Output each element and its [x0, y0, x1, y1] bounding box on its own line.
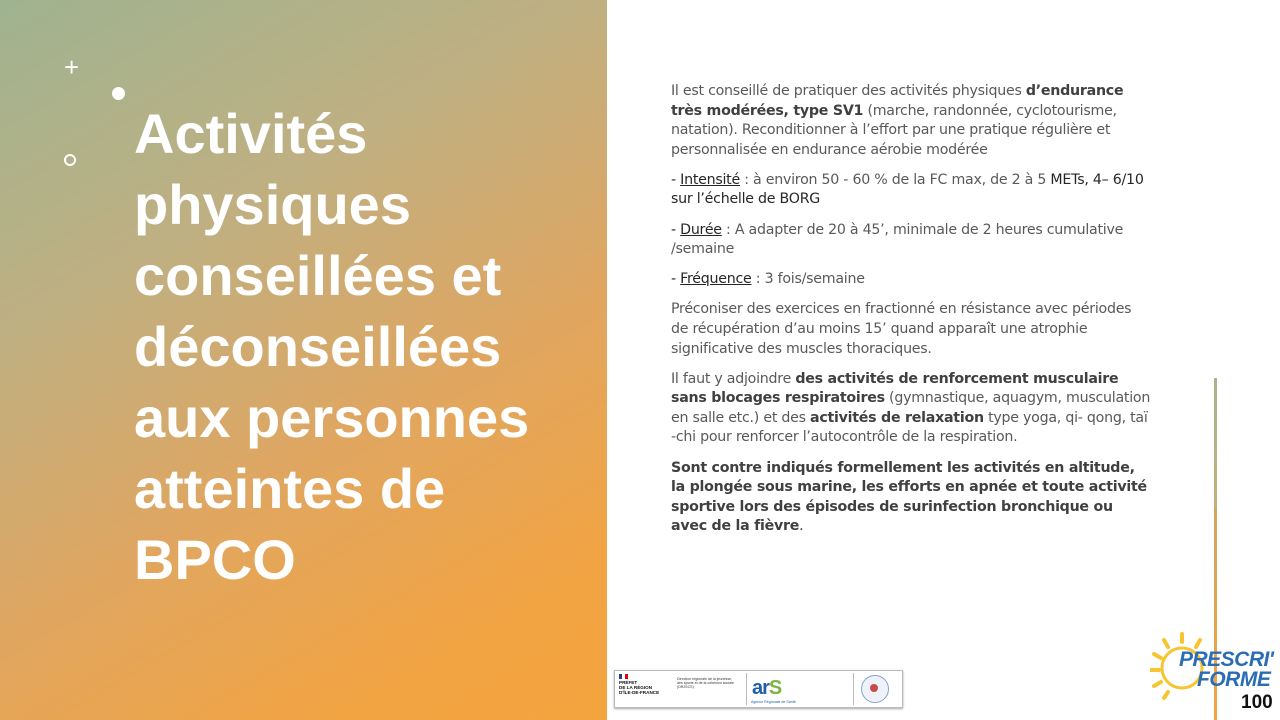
- drjscs-label: Direction régionale de la jeunesse, des sports et de la cohésion sociale (DRJSCS): [677, 677, 734, 690]
- relaxation-text: type yoga, qi- qong, taï -chi pour renforcer l’autocontrôle de la respiration.: [671, 409, 1148, 446]
- ars-subtitle: Agence Régionale de Santé: [751, 700, 796, 704]
- strength-paragraph: [671, 370, 1151, 448]
- logo-wordmark: [1179, 650, 1273, 690]
- seal-center: [870, 684, 878, 692]
- partner-logos-banner: [614, 670, 903, 708]
- page-number: 100: [1241, 692, 1273, 713]
- duration-label: Durée: [680, 221, 722, 238]
- prefet-line: PRÉFET: [619, 680, 638, 685]
- intro-emphasis: d’endurance très modérées, type SV1: [671, 83, 1124, 119]
- intensity-label: Intensité: [680, 171, 740, 188]
- ars-letters: ar: [752, 677, 769, 699]
- dash: -: [671, 171, 681, 188]
- logo-line-1: PRESCRI': [1179, 648, 1274, 671]
- dash: -: [671, 271, 681, 288]
- strength-text: Il faut y adjoindre: [671, 370, 796, 387]
- relaxation-emphasis: activités de relaxation: [810, 409, 984, 426]
- slide-title: Activités physiques conseillées et déconseillées aux personnes atteintes de BPCO: [134, 102, 530, 591]
- title-panel: [0, 0, 607, 720]
- plus-icon: +: [64, 52, 80, 82]
- strength-emphasis: des activités de renforcement musculaire sans blocages respiratoires: [671, 370, 1119, 407]
- intensity-item: [671, 171, 1151, 210]
- dash: -: [671, 221, 681, 238]
- strength-text-cont: (gymnastique, aquagym, musculation en salle etc.) et des: [671, 390, 1151, 426]
- frequency-text: : 3 fois/semaine: [751, 271, 865, 288]
- ars-letter-s: S: [768, 677, 782, 699]
- divider: [853, 673, 854, 705]
- duration-item: [671, 221, 1151, 260]
- prefet-line: D'ÎLE-DE-FRANCE: [619, 690, 660, 695]
- logo-line-2: FORME: [1197, 668, 1271, 691]
- intro-paragraph: [671, 82, 1151, 160]
- contraindication-text: Sont contre indiqués formellement les activités en altitude, la plongée sous marine, les efforts en apnée et toute activité sportive lors des épisodes de surinfection bronchique ou avec de la fièvre: [671, 459, 1147, 535]
- intro-text: Il est conseillé de pratiquer des activités physiques: [671, 83, 1026, 99]
- intro-text-cont: (marche, randonnée, cyclotourisme, natation). Reconditionner à l’effort par une pratique régulière et personnalisée en endurance aérobie modérée: [671, 102, 1117, 158]
- intensity-text: : à environ 50 - 60 % de la FC max, de 2 à 5: [739, 171, 1051, 188]
- body-text: [671, 82, 1151, 547]
- duration-text: : A adapter de 20 à 45’, minimale de 2 heures cumulative /semaine: [671, 221, 1124, 258]
- seal-logo: [861, 675, 889, 703]
- divider: [746, 673, 747, 705]
- contraindication-paragraph: [671, 459, 1151, 537]
- accent-line-green: [1214, 378, 1217, 508]
- ring-icon: [64, 154, 76, 166]
- frequency-item: [671, 270, 1151, 290]
- ars-logo: [752, 677, 781, 700]
- dot-icon: [112, 87, 125, 100]
- contraindication-period: .: [799, 518, 804, 535]
- prefet-line: DE LA RÉGION: [619, 685, 653, 690]
- prefet-logo: [619, 674, 673, 704]
- frequency-label: Fréquence: [680, 271, 752, 288]
- interval-paragraph: Préconiser des exercices en fractionné en résistance avec périodes de récupération d’au moins 15’ quand apparaît une atrophie significative des muscles thoraciques.: [671, 301, 1132, 357]
- flag-icon: [619, 674, 628, 679]
- intensity-text-dark: METs, 4– 6/10 sur l’échelle de BORG: [671, 171, 1144, 208]
